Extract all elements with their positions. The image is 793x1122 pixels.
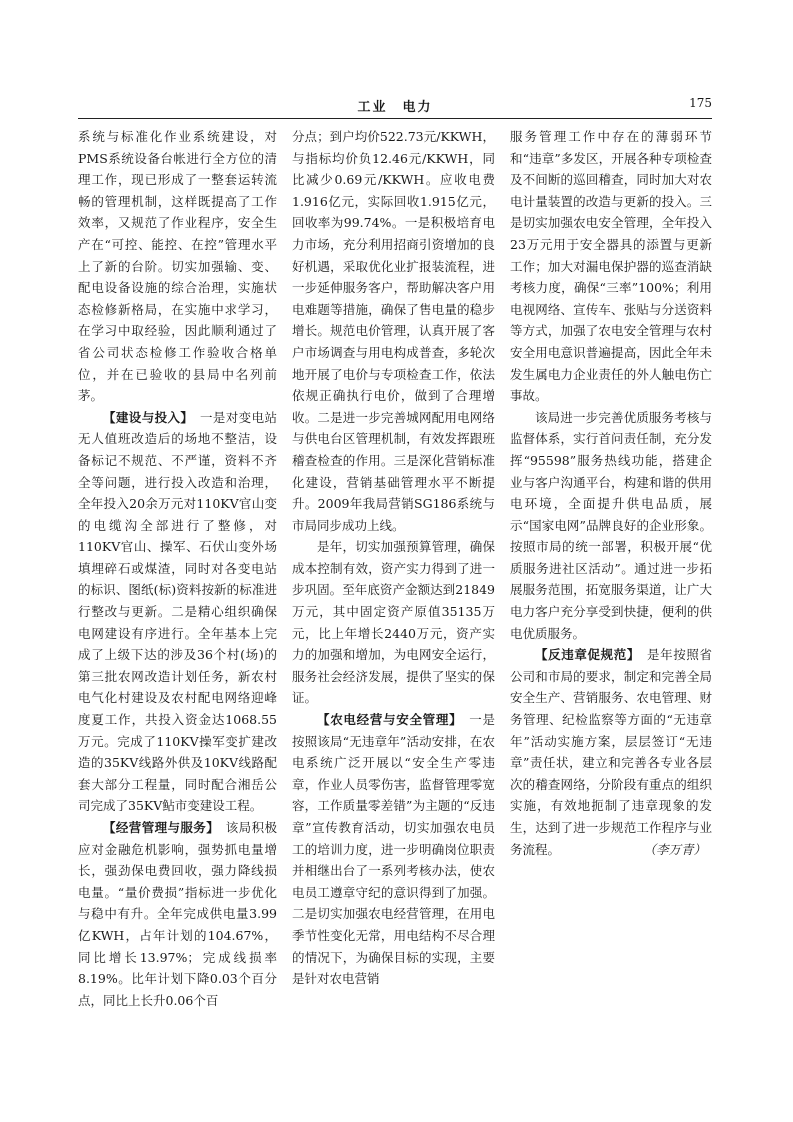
column-1	[78, 126, 277, 1061]
section-title: 【经营管理与服务】	[103, 820, 213, 835]
paragraph: 系统与标准化作业系统建设，对PMS系统设备台帐进行全方位的清理工作，现已形成了一整套运转流畅的管理机制，这样既提高了工作效率，又规范了作业程序，安全生产在“可控、能控、在控”管理水平上了新的台阶。切实加强输、变、配电设备设施的综合治理，实施状态检修新格局，在实施中求学习，在学习中取经验，因此顺利通过了省公司状态检修工作验收合格单位，并在已验收的县局中名列前茅。	[78, 129, 277, 404]
section-construction	[78, 407, 277, 817]
section-rural-safety	[292, 709, 495, 990]
section-anti-violation	[510, 644, 712, 860]
paragraph: 是年，切实加强预算管理，确保成本控制有效，资产实力得到了进一步巩固。至年底资产金额达到21849万元，其中固定资产原值35135万元，比上年增长2440万元，资产实力的加强和增加，为电网安全运行，服务社会经济发展，提供了坚实的保证。	[292, 539, 495, 706]
paragraph: 该局进一步完善优质服务考核与监督体系，实行首问责任制，充分发挥“95598”服务热线功能，搭建企业与客户沟通平台，构建和谐的供用电环境，全面提升供电品质，展示“国家电网”品牌良好的企业形象。按照市局的统一部署，积极开展“优质服务进社区活动”。通过进一步拓展服务范围，拓宽服务渠道，让广大电力客户充分享受到快捷，便利的供电优质服务。	[510, 409, 712, 641]
section-text: 该局积极应对金融危机影响，强势抓电量增长，强劲保电费回收，强力降线损电量。“量价费损”指标进一步优化与稳中有升。全年完成供电量3.99亿KWH，占年计划的104.67%，同比增长13.97%；完成线损率8.19%。比年计划下降0.03个百分点，同比上长升0.06个百	[78, 820, 277, 1008]
column-2	[292, 126, 495, 1061]
page-number: 175	[689, 96, 712, 110]
header-title: 工业 电力	[357, 100, 433, 115]
section-text: 一是按照该局“无违章年”活动安排，在农电系统广泛开展以“安全生产零违章，作业人员零伤害，监督管理零宽容，工作质量零差错”为主题的“反违章”宣传教育活动，切实加强农电员工的培训力度，进一步明确岗位职责并相继出台了一系列考核办法，使农电员工遵章守纪的意识得到了加强。二是切实加强农电经营管理，在用电季节性变化无常，用电结构不尽合理的情况下，为确保目标的实现，主要是针对农电营销	[292, 712, 495, 987]
author-credit: （李万青）	[643, 841, 706, 857]
section-title: 【反违章促规范】	[535, 647, 634, 663]
section-title: 【农电经营与安全管理】	[317, 712, 457, 728]
column-3	[510, 126, 712, 1061]
running-header	[78, 96, 712, 118]
section-text: 一是对变电站无人值班改造后的场地不整洁，设备标记不规范、不严谨，资料不齐全等问题，进行投入改造和治理，全年投入20余万元对110KV官山变的电缆沟全部进行了整修，对110KV官山、操军、石伏山变外场填埋碎石或煤渣，同时对各变电站的标识、图纸(标)资料按新的标准进行整改与更新。二是精心组织确保电网建设有序进行。全年基本上完成了上级下达的涉及36个村(场)的第三批农网改造计划任务，新农村电气化村建设及农村配电网络迎峰度夏工作，共投入资金达1068.55万元。完成了110KV操军变扩建改造的35KV线路外供及10KV线路配套大部分工程量，同时配合湘岳公司完成了35KV鲇市变建设工程。	[78, 409, 277, 814]
paragraph: 分点；到户均价522.73元/KKWH，与指标均价负12.46元/KKWH，同比减少0.69元/KKWH。应收电费1.916亿元，实际回收1.915亿元，回收率为99.74%。一是积极培育电力市场，充分利用招商引资增加的良好机遇，采取优化业扩报装流程，进一步延伸服务客户，帮助解决客户用电难题等措施，确保了售电量的稳步增长。规范电价管理，认真开展了客户市场调查与用电构成普查，多轮次地开展了电价与专项检查工作，依法依规正确执行电价，做到了合理增收。二是进一步完善城网配用电网络与供电台区管理机制，有效发挥跟班稽查检查的作用。三是深化营销标准化建设，营销基础管理水平不断提升。2009年我局营销SG186系统与市局同步成功上线。	[292, 129, 495, 533]
section-management	[78, 817, 277, 1011]
paragraph: 服务管理工作中存在的薄弱环节和“违章”多发区，开展各种专项检查及不间断的巡回稽查，同时加大对农电计量装置的改造与更新的投入。三是切实加强农电安全管理，全年投入23万元用于安全器具的添置与更新工作；加大对漏电保护器的巡查消缺考核力度，确保“三率”100%；利用电视网络、宣传车、张贴与分送资料等方式，加强了农电安全管理与农村安全用电意识普遍提高，因此全年未发生属电力企业责任的外人触电伤亡事故。	[510, 129, 712, 404]
header-rule	[78, 118, 712, 119]
section-title: 【建设与投入】	[103, 409, 188, 425]
section-text: 是年按照省公司和市局的要求，制定和完善全局安全生产、营销服务、农电管理、财务管理、纪检监察等方面的“无违章年”活动实施方案，层层签订“无违章”责任状，建立和完善各专业各层次的稽查网络，分阶段有重点的组织实施，有效地扼制了违章现象的发生，达到了进一步规范工作程序与业务流程。	[510, 647, 712, 857]
